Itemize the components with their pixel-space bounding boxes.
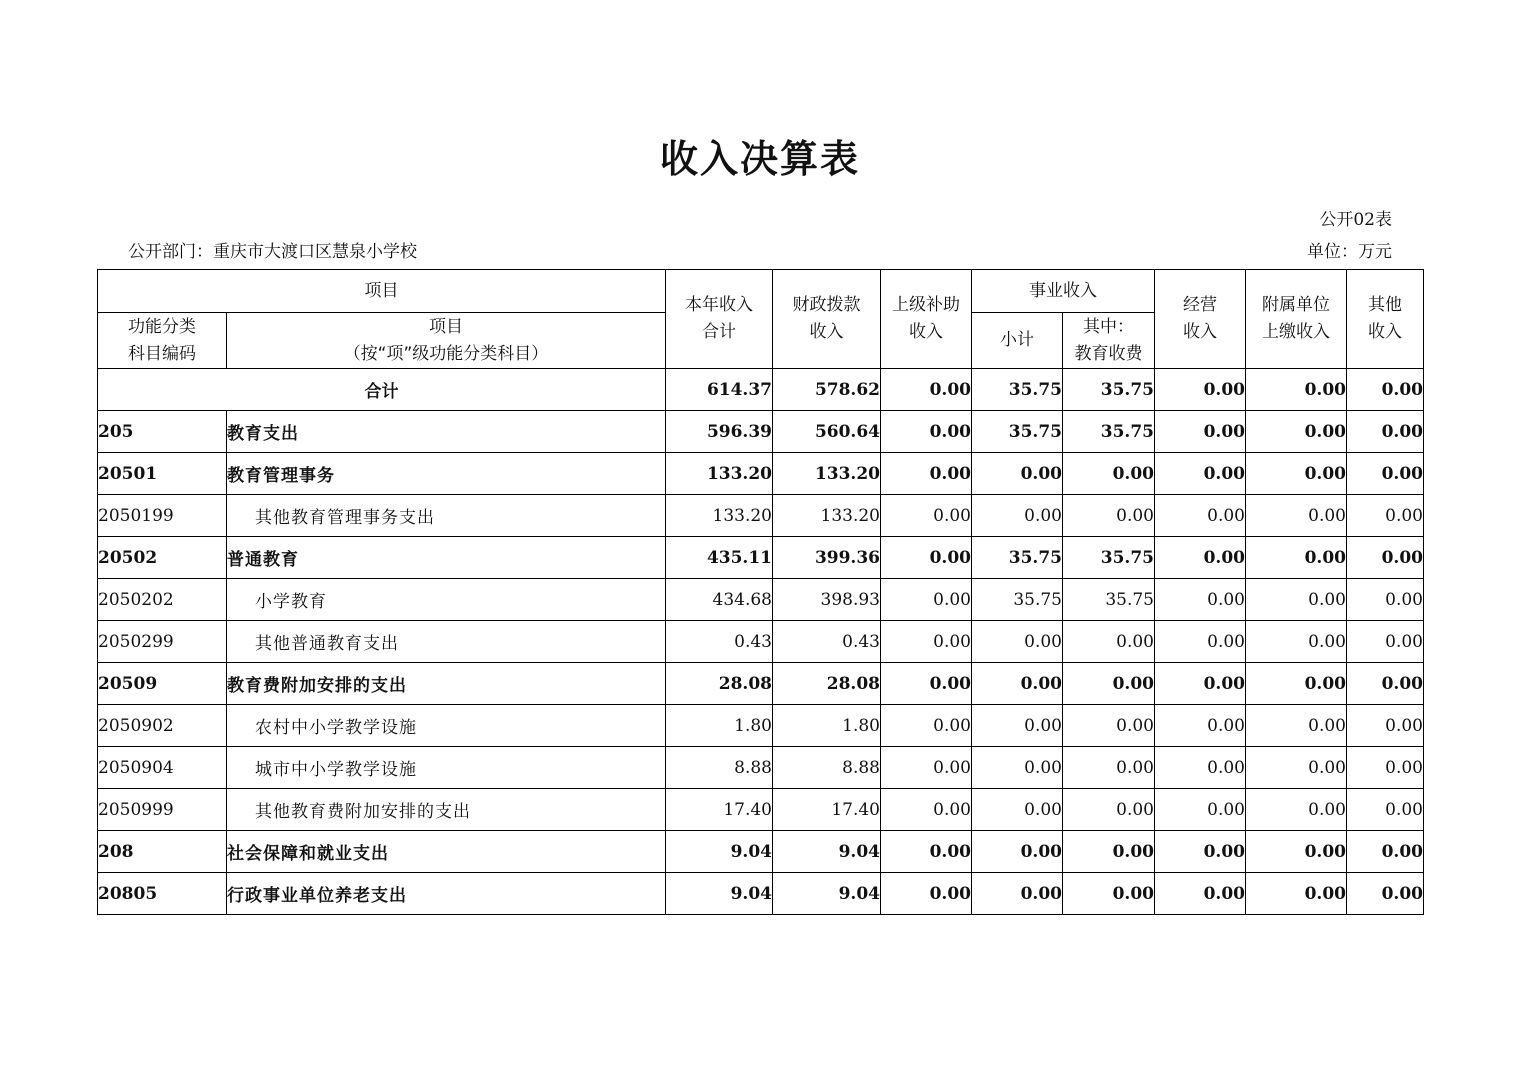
header-text: 经营 <box>1183 295 1217 315</box>
cell-other-income: 0.00 <box>1347 369 1424 411</box>
header-text: 项目 <box>429 316 463 337</box>
cell-career-education-fee: 35.75 <box>1063 411 1155 453</box>
cell-other-income: 0.00 <box>1347 789 1424 831</box>
cell-career-education-fee: 0.00 <box>1063 495 1155 537</box>
header-text: 收入 <box>909 322 943 342</box>
cell-affiliated-income: 0.00 <box>1246 747 1347 789</box>
header-text: 功能分类 <box>128 316 196 337</box>
cell-name: 行政事业单位养老支出 <box>227 873 666 915</box>
cell-affiliated-income: 0.00 <box>1246 873 1347 915</box>
cell-total-income: 9.04 <box>666 831 773 873</box>
cell-total-income: 434.68 <box>666 579 773 621</box>
header-fiscal-income <box>773 270 881 369</box>
cell-operating-income: 0.00 <box>1155 831 1246 873</box>
cell-total-income: 1.80 <box>666 705 773 747</box>
cell-total-income: 133.20 <box>666 453 773 495</box>
table-row <box>98 621 1424 663</box>
header-text: 上级补助 <box>892 295 960 315</box>
header-text: 收入 <box>1183 322 1217 342</box>
form-number: 公开02表 <box>1319 210 1392 230</box>
cell-fiscal-income: 8.88 <box>773 747 881 789</box>
header-text: 教育收费 <box>1074 343 1143 364</box>
cell-total-income: 8.88 <box>666 747 773 789</box>
cell-operating-income: 0.00 <box>1155 495 1246 537</box>
header-text: 收入 <box>1368 322 1402 342</box>
cell-name: 教育管理事务 <box>227 453 666 495</box>
cell-other-income: 0.00 <box>1347 747 1424 789</box>
cell-upper-subsidy: 0.00 <box>881 621 972 663</box>
header-other-income <box>1347 270 1424 369</box>
cell-affiliated-income: 0.00 <box>1246 621 1347 663</box>
cell-code: 2050299 <box>98 621 227 663</box>
cell-code: 205 <box>98 411 227 453</box>
header-text: 附属单位 <box>1262 295 1330 315</box>
table-row <box>98 705 1424 747</box>
cell-career-subtotal: 0.00 <box>972 705 1063 747</box>
cell-name: 农村中小学教学设施 <box>227 705 666 747</box>
cell-operating-income: 0.00 <box>1155 411 1246 453</box>
table-row <box>98 663 1424 705</box>
cell-fiscal-income: 560.64 <box>773 411 881 453</box>
cell-affiliated-income: 0.00 <box>1246 495 1347 537</box>
cell-upper-subsidy: 0.00 <box>881 789 972 831</box>
header-project-name <box>227 313 666 369</box>
cell-operating-income: 0.00 <box>1155 705 1246 747</box>
cell-code: 20501 <box>98 453 227 495</box>
cell-career-education-fee: 0.00 <box>1063 453 1155 495</box>
cell-name: 城市中小学教学设施 <box>227 747 666 789</box>
table-row <box>98 831 1424 873</box>
cell-upper-subsidy: 0.00 <box>881 579 972 621</box>
cell-career-education-fee: 35.75 <box>1063 579 1155 621</box>
cell-upper-subsidy: 0.00 <box>881 453 972 495</box>
cell-operating-income: 0.00 <box>1155 663 1246 705</box>
cell-operating-income: 0.00 <box>1155 873 1246 915</box>
cell-fiscal-income: 398.93 <box>773 579 881 621</box>
cell-fiscal-income: 9.04 <box>773 873 881 915</box>
cell-career-education-fee: 35.75 <box>1063 369 1155 411</box>
income-table <box>97 269 1424 915</box>
cell-operating-income: 0.00 <box>1155 621 1246 663</box>
header-function-code <box>98 313 227 369</box>
cell-name: 小学教育 <box>227 579 666 621</box>
cell-career-subtotal: 0.00 <box>972 831 1063 873</box>
cell-code: 2050202 <box>98 579 227 621</box>
cell-upper-subsidy: 0.00 <box>881 705 972 747</box>
cell-upper-subsidy: 0.00 <box>881 663 972 705</box>
header-text: 收入 <box>809 322 844 342</box>
header-text: 上缴收入 <box>1262 322 1330 342</box>
cell-total-income: 28.08 <box>666 663 773 705</box>
table-row <box>98 453 1424 495</box>
cell-career-education-fee: 35.75 <box>1063 537 1155 579</box>
header-text: 财政拨款 <box>792 295 861 315</box>
table-body <box>98 369 1424 915</box>
header-text: （按“项”级功能分类科目） <box>343 343 549 364</box>
cell-total-income: 0.43 <box>666 621 773 663</box>
cell-other-income: 0.00 <box>1347 663 1424 705</box>
header-operating-income <box>1155 270 1246 369</box>
cell-fiscal-income: 133.20 <box>773 453 881 495</box>
cell-affiliated-income: 0.00 <box>1246 411 1347 453</box>
cell-fiscal-income: 578.62 <box>773 369 881 411</box>
cell-affiliated-income: 0.00 <box>1246 579 1347 621</box>
total-row <box>98 369 1424 411</box>
header-project-group: 项目 <box>98 270 666 313</box>
header-text: 本年收入 <box>685 295 753 315</box>
cell-code: 2050199 <box>98 495 227 537</box>
cell-total-income: 596.39 <box>666 411 773 453</box>
cell-fiscal-income: 28.08 <box>773 663 881 705</box>
cell-fiscal-income: 133.20 <box>773 495 881 537</box>
cell-other-income: 0.00 <box>1347 873 1424 915</box>
cell-code: 20805 <box>98 873 227 915</box>
cell-affiliated-income: 0.00 <box>1246 663 1347 705</box>
cell-name: 社会保障和就业支出 <box>227 831 666 873</box>
table-row <box>98 495 1424 537</box>
cell-career-subtotal: 0.00 <box>972 495 1063 537</box>
department-label: 公开部门：重庆市大渡口区慧泉小学校 <box>128 242 417 262</box>
cell-other-income: 0.00 <box>1347 705 1424 747</box>
cell-other-income: 0.00 <box>1347 621 1424 663</box>
table-row <box>98 873 1424 915</box>
cell-affiliated-income: 0.00 <box>1246 453 1347 495</box>
cell-career-education-fee: 0.00 <box>1063 705 1155 747</box>
cell-other-income: 0.00 <box>1347 411 1424 453</box>
cell-fiscal-income: 17.40 <box>773 789 881 831</box>
table-row <box>98 789 1424 831</box>
cell-code: 2050902 <box>98 705 227 747</box>
cell-career-subtotal: 0.00 <box>972 621 1063 663</box>
cell-operating-income: 0.00 <box>1155 537 1246 579</box>
cell-career-education-fee: 0.00 <box>1063 873 1155 915</box>
cell-code: 2050904 <box>98 747 227 789</box>
cell-upper-subsidy: 0.00 <box>881 873 972 915</box>
table-row <box>98 411 1424 453</box>
cell-career-education-fee: 0.00 <box>1063 831 1155 873</box>
cell-other-income: 0.00 <box>1347 537 1424 579</box>
cell-upper-subsidy: 0.00 <box>881 747 972 789</box>
cell-career-education-fee: 0.00 <box>1063 789 1155 831</box>
cell-name: 其他普通教育支出 <box>227 621 666 663</box>
cell-fiscal-income: 399.36 <box>773 537 881 579</box>
cell-fiscal-income: 9.04 <box>773 831 881 873</box>
header-text: 其他 <box>1368 295 1402 315</box>
cell-other-income: 0.00 <box>1347 495 1424 537</box>
cell-total-income: 133.20 <box>666 495 773 537</box>
cell-code: 2050999 <box>98 789 227 831</box>
cell-name: 教育费附加安排的支出 <box>227 663 666 705</box>
header-text: 合计 <box>702 322 736 342</box>
unit-label: 单位：万元 <box>1307 242 1392 262</box>
cell-career-subtotal: 0.00 <box>972 789 1063 831</box>
cell-career-subtotal: 35.75 <box>972 411 1063 453</box>
cell-affiliated-income: 0.00 <box>1246 831 1347 873</box>
cell-upper-subsidy: 0.00 <box>881 495 972 537</box>
header-total-income <box>666 270 773 369</box>
header-career-income-group: 事业收入 <box>972 270 1155 313</box>
header-upper-subsidy <box>881 270 972 369</box>
cell-name: 其他教育管理事务支出 <box>227 495 666 537</box>
cell-operating-income: 0.00 <box>1155 747 1246 789</box>
cell-affiliated-income: 0.00 <box>1246 369 1347 411</box>
cell-affiliated-income: 0.00 <box>1246 789 1347 831</box>
cell-name: 普通教育 <box>227 537 666 579</box>
table-row <box>98 747 1424 789</box>
cell-upper-subsidy: 0.00 <box>881 369 972 411</box>
page-title: 收入决算表 <box>659 137 860 181</box>
cell-operating-income: 0.00 <box>1155 789 1246 831</box>
table-header <box>98 270 1424 369</box>
cell-upper-subsidy: 0.00 <box>881 411 972 453</box>
table-row <box>98 579 1424 621</box>
cell-career-subtotal: 0.00 <box>972 873 1063 915</box>
cell-name: 其他教育费附加安排的支出 <box>227 789 666 831</box>
cell-affiliated-income: 0.00 <box>1246 537 1347 579</box>
cell-career-education-fee: 0.00 <box>1063 663 1155 705</box>
cell-fiscal-income: 0.43 <box>773 621 881 663</box>
cell-operating-income: 0.00 <box>1155 369 1246 411</box>
cell-career-education-fee: 0.00 <box>1063 747 1155 789</box>
cell-total-income: 614.37 <box>666 369 773 411</box>
cell-career-education-fee: 0.00 <box>1063 621 1155 663</box>
cell-code: 208 <box>98 831 227 873</box>
cell-upper-subsidy: 0.00 <box>881 831 972 873</box>
cell-other-income: 0.00 <box>1347 579 1424 621</box>
cell-career-subtotal: 35.75 <box>972 537 1063 579</box>
cell-affiliated-income: 0.00 <box>1246 705 1347 747</box>
total-label: 合计 <box>98 369 666 411</box>
cell-career-subtotal: 0.00 <box>972 663 1063 705</box>
header-text: 科目编码 <box>128 343 196 364</box>
header-text: 其中： <box>1083 316 1134 337</box>
cell-other-income: 0.00 <box>1347 831 1424 873</box>
cell-career-subtotal: 0.00 <box>972 453 1063 495</box>
cell-total-income: 435.11 <box>666 537 773 579</box>
header-affiliated-income <box>1246 270 1347 369</box>
table-row <box>98 537 1424 579</box>
cell-operating-income: 0.00 <box>1155 579 1246 621</box>
cell-total-income: 17.40 <box>666 789 773 831</box>
cell-career-subtotal: 0.00 <box>972 747 1063 789</box>
header-career-subtotal: 小计 <box>972 313 1063 369</box>
cell-code: 20502 <box>98 537 227 579</box>
cell-name: 教育支出 <box>227 411 666 453</box>
cell-career-subtotal: 35.75 <box>972 369 1063 411</box>
cell-total-income: 9.04 <box>666 873 773 915</box>
cell-career-subtotal: 35.75 <box>972 579 1063 621</box>
cell-operating-income: 0.00 <box>1155 453 1246 495</box>
header-career-education-fee <box>1063 313 1155 369</box>
cell-fiscal-income: 1.80 <box>773 705 881 747</box>
cell-other-income: 0.00 <box>1347 453 1424 495</box>
cell-upper-subsidy: 0.00 <box>881 537 972 579</box>
cell-code: 20509 <box>98 663 227 705</box>
